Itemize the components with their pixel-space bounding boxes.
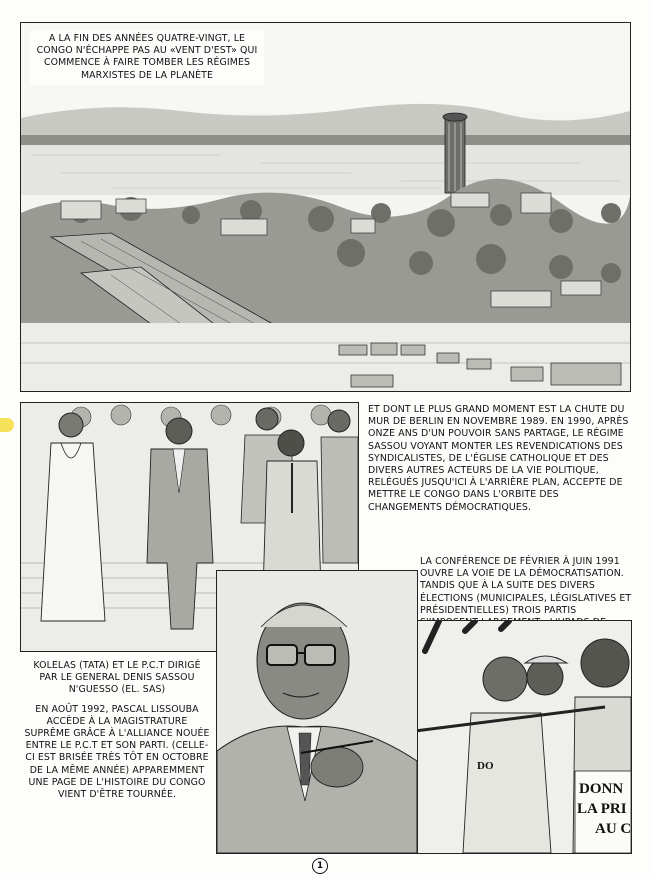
page-number: 1 [312, 858, 328, 874]
caption-berlin-wall [368, 404, 630, 521]
sign-line-3: AU C [595, 821, 631, 837]
panel-lissouba-portrait [216, 570, 418, 854]
caption-intro: A LA FIN DES ANNÉES QUATRE-VINGT, LE CONGO N'ÉCHAPPE PAS AU «VENT D'EST» QUI COMMENCE À FAIRE TOMBER LES RÉGIMES MARXISTES DE LA PLANÈTE [30, 30, 264, 85]
caption-berlin-paragraph: ET DONT LE PLUS GRAND MOMENT EST LA CHUTE DU MUR DE BERLIN EN NOVEMBRE 1989. EN 1990, APRÈS ONZE ANS D'UN POUVOIR SANS PARTAGE, LE RÉGIME SASSOU VOYANT MONTER LES REVENDICATIONS DES SYNDICALISTES, DE L'ÉGLISE CATHOLIQUE ET DES DIVERS AUTRES ACTEURS DE LA VIE POLITIQUE, RELÉGUÉS JUSQU'ICI À L'ARRIÈRE PLAN, ACCEPTE DE METTRE LE CONGO DANS L'ORBITE DES CHANGEMENTS DÉMOCRATIQUES. [368, 404, 629, 513]
portrait-illustration [217, 571, 417, 853]
sign-line-1: DONN [579, 781, 624, 797]
demonstrators-illustration [405, 621, 631, 853]
caption-kolelas-paragraph: KOLELAS (TATA) ET LE P.C.T DIRIGÉ PAR LE GENERAL DENIS SASSOU N'GUESSO (EL. SAS) [33, 660, 201, 696]
caption-conference-paragraph: LA CONFÉRENCE DE FÉVRIER À JUIN 1991 OUVRE LA VOIE DE LA DÉMOCRATISATION. TANDIS QUE À LA SUITE DES DIVERS ÉLECTIONS (MUNICIPALES, LÉGISLATIVES ET PRÉSIDENTIELLES) TROIS PARTIS [420, 556, 632, 616]
sign-line-2: LA PRI [577, 801, 627, 817]
caption-august-paragraph: EN AOÛT 1992, PASCAL LISSOUBA ACCÈDE À LA MAGISTRATURE SUPRÊME GRÂCE À L'ALLIANCE NOUÉE ENTRE LE P.C.T ET SON PARTI. (CELLE-CI EST BRISÉE TRÈS TÔT EN OCTOBRE DE LA MÊME ANNÉE) APPAREMMENT UNE PAGE DE L'HISTOIRE DU CONGO VIENT D'ÊTRE TOURNÉE. [24, 703, 210, 801]
caption-lissouba-election [24, 660, 210, 808]
panel-demonstrators [404, 620, 632, 854]
yellow-page-tab [0, 418, 14, 432]
shirt-text: DO [477, 760, 494, 772]
